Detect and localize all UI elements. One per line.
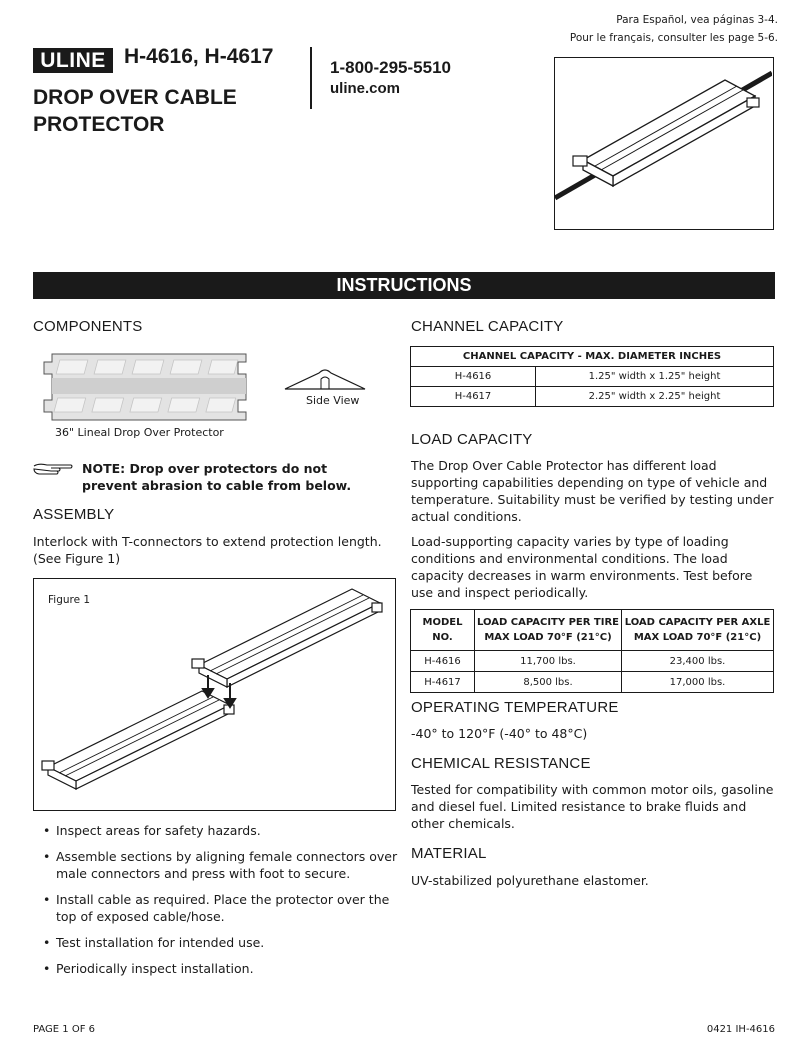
website: uline.com (330, 80, 401, 97)
table-cell: 23,400 lbs. (622, 651, 774, 672)
table-header-row (411, 347, 774, 367)
assembly-steps (43, 822, 398, 986)
table-cell: 1.25" width x 1.25" height (536, 367, 774, 387)
protector-top-view (40, 352, 260, 422)
lineal-caption: 36" Lineal Drop Over Protector (55, 426, 224, 439)
pointing-hand-icon (33, 461, 73, 475)
table-row (411, 387, 774, 407)
assembly-figure-drawing (34, 579, 395, 810)
title-line-1: DROP OVER CABLE (33, 86, 237, 109)
header-line: NO. (432, 632, 453, 643)
header-line: LOAD CAPACITY PER TIRE (476, 617, 620, 628)
table-row (411, 651, 774, 672)
material-text: UV-stabilized polyurethane elastomer. (411, 873, 649, 888)
load-capacity-heading: LOAD CAPACITY (411, 431, 533, 448)
list-item: • Install cable as required. Place the protector over the top of exposed cable/hose. (43, 891, 398, 925)
operating-temperature-text: -40° to 120°F (-40° to 48°C) (411, 726, 588, 741)
column-header-tire (475, 610, 622, 651)
assembly-text: Interlock with T-connectors to extend protection length. (See Figure 1) (33, 534, 382, 566)
chemical-resistance-heading: CHEMICAL RESISTANCE (411, 755, 591, 772)
column-header-axle (622, 610, 774, 651)
assembly-heading: ASSEMBLY (33, 506, 115, 523)
components-heading: COMPONENTS (33, 318, 143, 335)
list-item: • Inspect areas for safety hazards. (43, 822, 398, 839)
table-cell: 8,500 lbs. (475, 672, 622, 693)
header-line: MODEL (422, 617, 463, 628)
list-item: • Periodically inspect installation. (43, 960, 398, 977)
load-capacity-para-1: The Drop Over Cable Protector has different load supporting capabilities depending on type of vehicle and temperature. Suitability must be verified by testing under actual conditions. (411, 458, 774, 524)
french-note: Pour le français, consulter les page 5-6. (569, 32, 778, 44)
instructions-banner: INSTRUCTIONS (33, 272, 775, 299)
cable-protector-hero-drawing (555, 58, 772, 228)
channel-capacity-heading: CHANNEL CAPACITY (411, 318, 564, 335)
list-item: • Test installation for intended use. (43, 934, 398, 951)
channel-capacity-table (410, 346, 774, 407)
document-code: 0421 IH-4616 (706, 1024, 775, 1035)
phone-number: 1-800-295-5510 (330, 58, 451, 77)
operating-temperature-heading: OPERATING TEMPERATURE (411, 699, 619, 716)
material-heading: MATERIAL (411, 845, 487, 862)
pointing-hand-drawing (33, 462, 73, 476)
table-cell: 17,000 lbs. (622, 672, 774, 693)
table-cell: 11,700 lbs. (475, 651, 622, 672)
table-cell: H-4616 (411, 651, 475, 672)
load-capacity-para-2: Load-supporting capacity varies by type of loading conditions and environmental conditions. The load capacity decreases in warm environments. Test before use and inspect periodically. (411, 534, 753, 600)
figure-1-box (33, 578, 396, 811)
channel-table-title: CHANNEL CAPACITY - MAX. DIAMETER INCHES (411, 347, 774, 367)
table-row (411, 367, 774, 387)
page-number: PAGE 1 OF 6 (33, 1024, 96, 1035)
protector-top-view-drawing (40, 352, 260, 422)
table-cell: H-4617 (411, 387, 536, 407)
header-line: LOAD CAPACITY PER AXLE (624, 617, 771, 628)
title-line-2: PROTECTOR (33, 113, 165, 136)
chemical-resistance-text: Tested for compatibility with common motor oils, gasoline and diesel fuel. Limited resistance to brake fluids and other chemicals. (411, 782, 774, 831)
header-line: MAX LOAD 70°F (21°C) (633, 632, 762, 643)
table-cell: H-4616 (411, 367, 536, 387)
load-capacity-table (410, 609, 774, 693)
header-divider (310, 47, 312, 109)
figure-1-label: Figure 1 (48, 594, 91, 606)
header-line: MAX LOAD 70°F (21°C) (484, 632, 612, 643)
protector-side-view (283, 365, 368, 391)
column-header-model (411, 610, 475, 651)
table-cell: 2.25" width x 2.25" height (536, 387, 774, 407)
model-numbers: H-4616, H-4617 (124, 45, 274, 68)
side-view-caption: Side View (306, 394, 360, 407)
protector-side-view-drawing (283, 365, 368, 391)
product-illustration (554, 57, 774, 230)
spanish-note: Para Español, vea páginas 3-4. (616, 14, 778, 26)
uline-logo: ULINE (33, 48, 113, 73)
note-text: NOTE: Drop over protectors do not prevent abrasion to cable from below. (82, 461, 352, 493)
list-item: • Assemble sections by aligning female connectors over male connectors and press with foot to secure. (43, 848, 398, 882)
table-cell: H-4617 (411, 672, 475, 693)
table-header-row (411, 610, 774, 651)
table-row (411, 672, 774, 693)
page-title (33, 84, 303, 138)
